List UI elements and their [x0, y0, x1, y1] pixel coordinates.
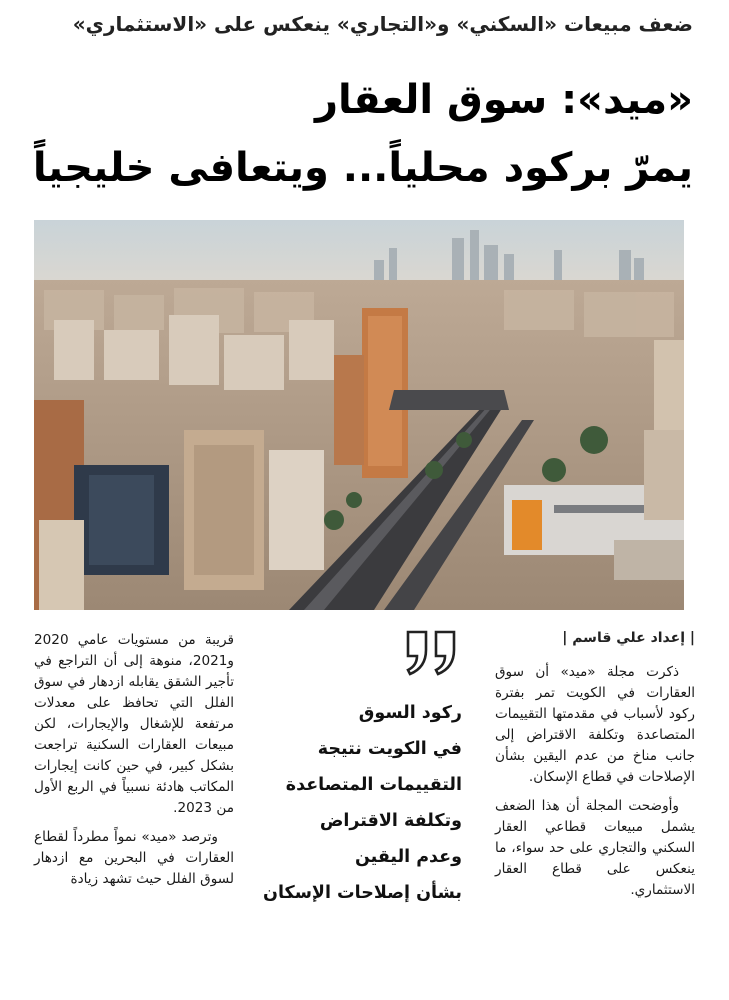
right-paragraph-2: وأوضحت المجلة أن هذا الضعف يشمل مبيعات قطاعي العقار السكني والتجاري على حد سواء، ما ينعكس على قطاع العقار الاستثماري. [495, 798, 695, 898]
pull-quote-line-3: التقييمات المتصاعدة [285, 775, 462, 795]
right-column [495, 662, 695, 909]
byline: | إعداد علي قاسم | [562, 630, 695, 646]
pull-quote [252, 695, 462, 911]
pull-quote-line-5: وعدم اليقين [354, 847, 462, 867]
pull-quote-line-4: وتكلفة الاقتراض [319, 811, 462, 831]
left-paragraph-1: قريبة من مستويات عامي 2020 و2021، منوهة إلى أن التراجع في تأجير الشقق يقابله ازدهار في سوق الفلل التي تحافظ على معدلات مرتفعة للإشغال والإيجارات، لكن مبيعات العقارات السكنية تراجعت بشكل كبير، في حين كانت إيجارات المكاتب هادئة نسبياً في الربع الأول من 2023. [34, 632, 234, 816]
pull-quote-line-6: بشأن إصلاحات الإسكان [263, 883, 462, 903]
left-paragraph-2: وترصد «ميد» نمواً مطرداً لقطاع العقارات في البحرين مع ازدهار لسوق الفلل حيث تشهد زيادة [34, 829, 234, 887]
pull-quote-line-1: ركود السوق [358, 703, 462, 723]
right-paragraph-1: ذكرت مجلة «ميد» أن سوق العقارات في الكويت تمر بفترة ركود لأسباب في مقدمتها التقييمات المتصاعدة وتكلفة الاقتراض إلى جانب مناخ من عدم اليقين بشأن الإصلاحات في قطاع الإسكان. [495, 664, 695, 785]
kicker: ضعف مبيعات «السكني» و«التجاري» ينعكس على «الاستثماري» [72, 12, 693, 36]
city-skyline-photo [34, 220, 684, 610]
left-column [34, 630, 234, 898]
article-photo [34, 220, 684, 610]
headline-line-2: يمرّ بركود محلياً... ويتعافى خليجياً [32, 145, 693, 191]
double-quote-icon [402, 626, 462, 676]
headline-line-1: «ميد»: سوق العقار [314, 77, 693, 123]
pull-quote-line-2: في الكويت نتيجة [317, 739, 462, 759]
